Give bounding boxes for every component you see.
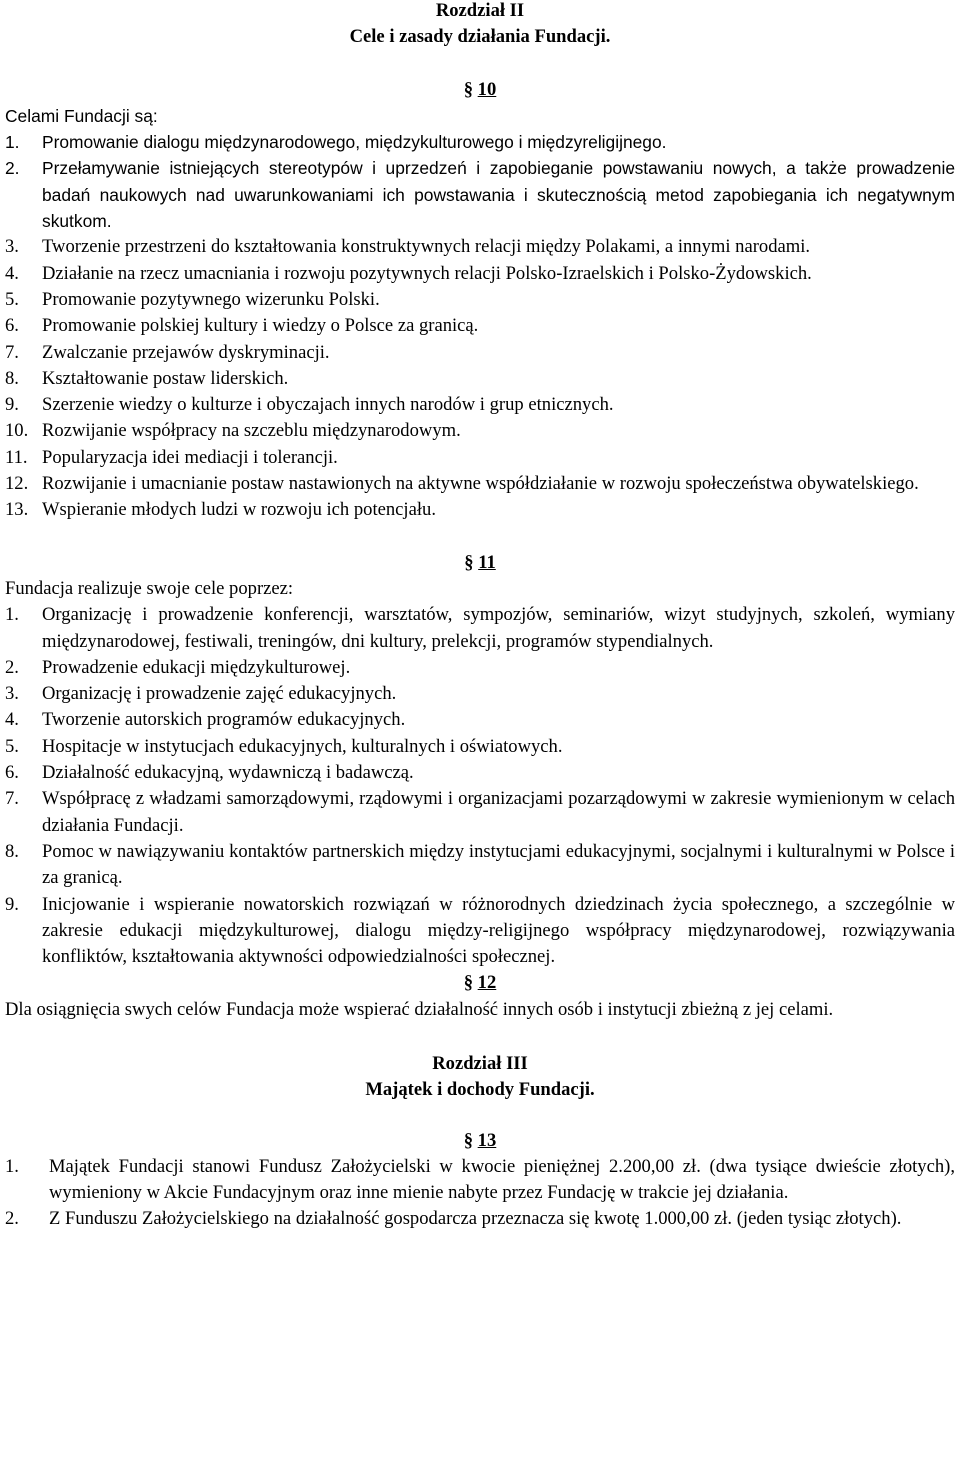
item-number: 5. (5, 735, 19, 757)
item-text: Organizację i prowadzenie zajęć edukacyjnych. (42, 683, 397, 705)
list-item (5, 839, 955, 892)
list-item (5, 786, 955, 839)
section-symbol: § (463, 78, 474, 100)
section-symbol: § (463, 1129, 474, 1151)
section-11-list (5, 602, 955, 970)
section-number: 13 (477, 1129, 497, 1151)
section-11-intro: Fundacja realizuje swoje cele poprzez: (5, 577, 294, 599)
list-item (5, 1206, 955, 1232)
section-10-list (5, 129, 955, 523)
chapter-3-subtitle: Majątek i dochody Fundacji. (365, 1079, 595, 1101)
list-item (5, 445, 955, 471)
item-text: Prowadzenie edukacji międzykulturowej. (42, 656, 351, 678)
item-text: Przełamywanie istniejących stereotypów i uprzedzeń i zapobieganie powstawaniu nowych, a także prowadzenie badań naukowych nad uwarunkowaniami ich powstawania i skutecznością metod zapobiegania ich negatywnym skutkom. (42, 158, 955, 232)
item-text: Majątek Fundacji stanowi Fundusz Założycielski w kwocie pieniężnej 2.200,00 zł. (dwa tysiące dwieście złotych), wymieniony w Akcie Fundacyjnym oraz inne mienie nabyte przez Fundację w trakcie jej działania. (49, 1155, 955, 1204)
list-item (5, 655, 955, 681)
item-text: Zwalczanie przejawów dyskryminacji. (42, 341, 330, 363)
item-text: Współpracę z władzami samorządowymi, rządowymi i organizacjami pozarządowymi w zakresie wymienionym w celach działania Fundacji. (42, 788, 955, 836)
item-number: 4. (5, 709, 19, 731)
list-item (5, 392, 955, 418)
list-item (5, 760, 955, 786)
document-page (5, 0, 955, 1233)
item-text: Promowanie pozytywnego wizerunku Polski. (42, 288, 380, 310)
section-10-heading (5, 77, 955, 103)
chapter-3-title: Rozdział III (432, 1052, 528, 1074)
section-13-heading (5, 1128, 955, 1154)
item-number: 7. (5, 341, 19, 363)
list-item (5, 497, 955, 523)
item-number: 1. (5, 604, 19, 626)
item-text: Pomoc w nawiązywaniu kontaktów partnerskich między instytucjami edukacyjnymi, socjalnymi i kulturalnymi w Polsce i za granicą. (42, 840, 955, 889)
chapter-2-heading (5, 0, 955, 51)
list-item (5, 366, 955, 392)
list-item (5, 1154, 955, 1207)
list-item (5, 155, 955, 234)
list-item (5, 892, 955, 971)
item-number: 8. (5, 367, 19, 389)
item-number: 3. (5, 683, 19, 705)
list-item (5, 734, 955, 760)
item-text: Promowanie dialogu międzynarodowego, międzykulturowego i międzyreligijnego. (42, 132, 667, 153)
item-text: Promowanie polskiej kultury i wiedzy o Polsce za granicą. (42, 315, 479, 337)
item-text: Działalność edukacyjną, wydawniczą i badawczą. (42, 762, 414, 784)
section-symbol: § (463, 972, 474, 994)
item-number: 13. (5, 499, 29, 521)
section-13-list (5, 1154, 955, 1233)
item-number: 2. (5, 656, 19, 678)
chapter-2-subtitle: Cele i zasady działania Fundacji. (349, 26, 611, 48)
list-item (5, 418, 955, 444)
item-number: 9. (5, 394, 19, 416)
item-text: Inicjowanie i wspieranie nowatorskich rozwiązań w różnorodnych dziedzinach życia społecznego, a szczególnie w zakresie edukacji międzykulturowej, dialogu między-religijnego współpracy międzynarodowej, rozwiązywania konfliktów, kształtowania aktywności odpowiedzialności społecznej. (42, 893, 955, 968)
item-number: 4. (5, 262, 19, 284)
section-10-intro: Celami Fundacji są: (5, 105, 158, 126)
item-number: 7. (5, 788, 19, 810)
item-text: Rozwijanie współpracy na szczeblu międzynarodowym. (42, 420, 461, 442)
item-number: 11. (5, 446, 28, 468)
section-11-heading (5, 550, 955, 576)
item-number: 8. (5, 840, 19, 862)
item-text: Działanie na rzecz umacniania i rozwoju pozytywnych relacji Polsko-Izraelskich i Polsko-Żydowskich. (42, 262, 812, 284)
item-number: 12. (5, 473, 29, 495)
list-item (5, 234, 955, 260)
item-text: Z Funduszu Założycielskiego na działalność gospodarcza przeznacza się kwotę 1.000,00 zł. (jeden tysiąc złotych). (49, 1208, 902, 1230)
chapter-3-heading (5, 1051, 955, 1104)
item-number: 2. (5, 158, 20, 179)
item-text: Hospitacje w instytucjach edukacyjnych, kulturalnych i oświatowych. (42, 735, 563, 757)
item-text: Popularyzacja idei mediacji i tolerancji. (42, 446, 338, 468)
list-item (5, 707, 955, 733)
item-text: Rozwijanie i umacnianie postaw nastawionych na aktywne współdziałanie w rozwoju społeczeństwa obywatelskiego. (42, 473, 919, 495)
item-number: 1. (5, 1155, 19, 1177)
item-number: 6. (5, 315, 19, 337)
item-number: 2. (5, 1208, 19, 1230)
list-item (5, 340, 955, 366)
item-text: Tworzenie autorskich programów edukacyjnych. (42, 709, 406, 731)
list-item (5, 313, 955, 339)
list-item (5, 287, 955, 313)
list-item (5, 129, 955, 155)
item-text: Kształtowanie postaw liderskich. (42, 367, 289, 389)
section-symbol: § (464, 551, 474, 573)
chapter-2-title: Rozdział II (435, 0, 525, 21)
list-item (5, 602, 955, 655)
item-number: 1. (5, 132, 20, 153)
section-number: 12 (477, 972, 497, 994)
item-number: 9. (5, 893, 19, 915)
item-text: Tworzenie przestrzeni do kształtowania konstruktywnych relacji między Polakami, a innymi narodami. (42, 236, 811, 258)
section-number: 11 (478, 551, 496, 573)
item-text: Szerzenie wiedzy o kulturze i obyczajach innych narodów i grup etnicznych. (42, 394, 614, 416)
list-item (5, 261, 955, 287)
section-number: 10 (477, 78, 497, 100)
item-number: 6. (5, 762, 19, 784)
item-number: 3. (5, 236, 19, 258)
item-number: 5. (5, 288, 19, 310)
list-item (5, 681, 955, 707)
item-text: Organizację i prowadzenie konferencji, warsztatów, sympozjów, seminariów, wizyt studyjnych, szkoleń, wymiany międzynarodowej, festiwali, treningów, dni kultury, prelekcji, programów stypendialnych. (42, 604, 955, 652)
item-number: 10. (5, 420, 29, 442)
list-item (5, 471, 955, 497)
section-12-text: Dla osiągnięcia swych celów Fundacja może wspierać działalność innych osób i instytucji zbieżną z jej celami. (5, 998, 834, 1020)
section-12-heading (5, 970, 955, 996)
item-text: Wspieranie młodych ludzi w rozwoju ich potencjału. (42, 499, 436, 521)
